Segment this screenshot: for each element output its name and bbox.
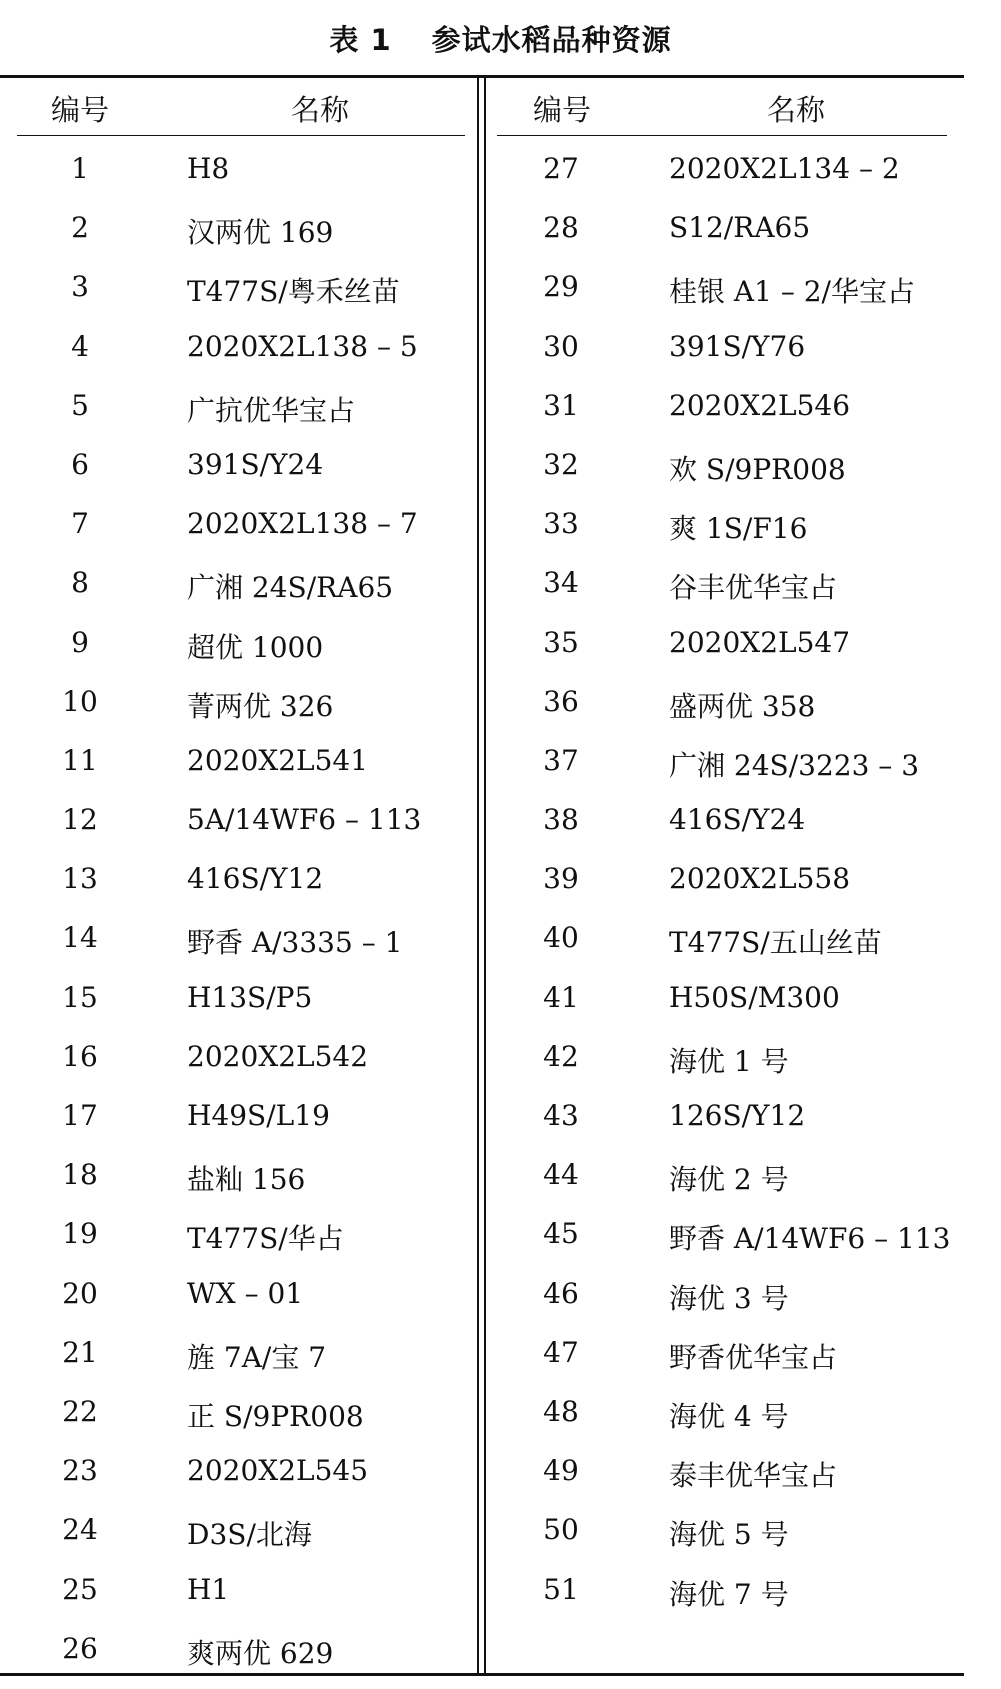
table-title: 参试水稻品种资源 <box>431 23 672 57</box>
row-number: 25 <box>62 1572 98 1606</box>
row-name: H50S/M300 <box>669 980 840 1014</box>
table-row <box>17 1087 465 1146</box>
row-number: 5 <box>71 388 89 422</box>
table-row <box>17 1205 465 1264</box>
row-number: 18 <box>62 1158 98 1192</box>
table-row <box>497 791 947 850</box>
table-row <box>17 673 465 732</box>
row-number: 41 <box>543 980 579 1014</box>
row-name: 2020X2L547 <box>669 625 851 659</box>
row-number: 19 <box>62 1217 98 1251</box>
table-row <box>17 1561 465 1620</box>
row-name: 海优 1 号 <box>669 1044 789 1078</box>
row-number: 3 <box>71 270 89 304</box>
row-number: 34 <box>543 566 579 600</box>
table-row <box>497 1501 947 1560</box>
row-number: 16 <box>62 1039 98 1073</box>
table-row <box>17 614 465 673</box>
row-name: 爽 1S/F16 <box>669 512 808 546</box>
header-name: 名称 <box>291 93 350 127</box>
table-row <box>497 377 947 436</box>
row-name: 2020X2L138 – 5 <box>187 329 418 363</box>
row-number: 45 <box>543 1217 579 1251</box>
row-number: 31 <box>543 388 579 422</box>
row-number: 49 <box>543 1454 579 1488</box>
table-row <box>17 495 465 554</box>
table-row <box>497 1087 947 1146</box>
row-number: 8 <box>71 566 89 600</box>
row-name: 欢 S/9PR008 <box>669 452 846 486</box>
table-row <box>17 199 465 258</box>
row-name: 2020X2L134 – 2 <box>669 152 900 185</box>
row-number: 35 <box>543 625 579 659</box>
table-row <box>497 909 947 968</box>
row-number: 13 <box>62 862 98 896</box>
table-row <box>497 1442 947 1501</box>
header-number: 编号 <box>533 93 592 127</box>
table-row <box>497 732 947 791</box>
header-row-right <box>497 78 947 136</box>
row-name: 广抗优华宝占 <box>187 393 356 427</box>
row-name: 菁两优 326 <box>187 689 334 723</box>
row-name: 汉两优 169 <box>187 216 334 250</box>
row-name: 海优 2 号 <box>669 1163 789 1197</box>
table-row <box>17 732 465 791</box>
row-number: 42 <box>543 1039 579 1073</box>
row-number: 38 <box>543 803 579 837</box>
table-row <box>17 1620 465 1679</box>
table-row <box>17 1028 465 1087</box>
header-row-left <box>17 78 465 136</box>
row-name: 超优 1000 <box>187 630 324 664</box>
row-number: 17 <box>62 1099 98 1132</box>
row-name: S12/RA65 <box>669 211 811 245</box>
row-number: 44 <box>543 1158 579 1192</box>
table-row <box>497 318 947 377</box>
table-row <box>17 909 465 968</box>
row-number: 14 <box>62 921 98 955</box>
row-number: 28 <box>543 211 579 245</box>
row-name: 126S/Y12 <box>669 1099 806 1132</box>
row-name: T477S/华占 <box>187 1222 344 1256</box>
row-name: D3S/北海 <box>187 1518 312 1552</box>
row-number: 9 <box>71 625 89 659</box>
row-name: 2020X2L138 – 7 <box>187 507 418 541</box>
row-name: 海优 4 号 <box>669 1399 789 1433</box>
table-row <box>17 1383 465 1442</box>
table-row <box>497 258 947 317</box>
row-name: 旌 7A/宝 7 <box>187 1340 327 1374</box>
row-name: 盐籼 156 <box>187 1163 306 1197</box>
row-number: 1 <box>71 152 89 185</box>
row-name: WX – 01 <box>187 1276 304 1310</box>
row-number: 15 <box>62 980 98 1014</box>
row-number: 37 <box>543 743 579 777</box>
table-row <box>17 377 465 436</box>
table-row <box>497 673 947 732</box>
row-number: 22 <box>62 1394 98 1428</box>
row-name: 海优 5 号 <box>669 1518 789 1552</box>
row-number: 47 <box>543 1335 579 1369</box>
row-name: 2020X2L541 <box>187 743 369 777</box>
table-row <box>497 969 947 1028</box>
table-row <box>497 1265 947 1324</box>
row-number: 11 <box>62 743 98 777</box>
row-number: 20 <box>62 1276 98 1310</box>
row-number: 27 <box>543 152 579 185</box>
table-row <box>17 1501 465 1560</box>
row-name: 5A/14WF6 – 113 <box>187 803 422 837</box>
row-name: 野香 A/14WF6 – 113 <box>669 1222 951 1256</box>
row-number: 39 <box>543 862 579 896</box>
row-name: 2020X2L545 <box>187 1454 369 1488</box>
header-name: 名称 <box>767 93 826 127</box>
table-row <box>17 969 465 1028</box>
row-number: 6 <box>71 447 89 481</box>
row-name: 海优 3 号 <box>669 1281 789 1315</box>
row-name: 野香 A/3335 – 1 <box>187 926 403 960</box>
bottom-rule <box>0 1673 964 1676</box>
row-name: 广湘 24S/3223 – 3 <box>669 748 920 782</box>
row-name: 泰丰优华宝占 <box>669 1459 838 1493</box>
row-name: 2020X2L558 <box>669 862 851 896</box>
row-name: H8 <box>187 152 230 185</box>
table-row <box>17 850 465 909</box>
table-row <box>497 436 947 495</box>
row-name: H13S/P5 <box>187 980 313 1014</box>
table-row <box>17 436 465 495</box>
table-row <box>497 614 947 673</box>
row-number: 4 <box>71 329 89 363</box>
row-name: 正 S/9PR008 <box>187 1399 364 1433</box>
table-row <box>17 140 465 199</box>
row-number: 36 <box>543 684 579 718</box>
rows-right <box>497 136 951 1620</box>
table-right-half <box>497 78 951 1620</box>
row-name: 391S/Y24 <box>187 447 324 481</box>
table-row <box>17 1442 465 1501</box>
row-number: 32 <box>543 447 579 481</box>
table-row <box>497 1146 947 1205</box>
row-name: T477S/粤禾丝苗 <box>187 275 400 309</box>
row-number: 33 <box>543 507 579 541</box>
row-number: 2 <box>71 211 89 245</box>
row-name: H49S/L19 <box>187 1099 330 1132</box>
table-row <box>497 495 947 554</box>
table-row <box>497 1028 947 1087</box>
row-name: H1 <box>187 1572 230 1606</box>
row-number: 40 <box>543 921 579 955</box>
table-row <box>497 199 947 258</box>
table-caption <box>0 18 1001 59</box>
row-name: 2020X2L542 <box>187 1039 369 1073</box>
row-name: 爽两优 629 <box>187 1636 334 1670</box>
row-name: T477S/五山丝苗 <box>669 926 882 960</box>
row-number: 26 <box>62 1631 98 1665</box>
table-row <box>17 791 465 850</box>
row-name: 416S/Y24 <box>669 803 806 837</box>
table-left-half <box>17 78 465 1679</box>
row-number: 29 <box>543 270 579 304</box>
table-row <box>497 554 947 613</box>
row-number: 43 <box>543 1099 579 1132</box>
table-row <box>497 1383 947 1442</box>
row-name: 野香优华宝占 <box>669 1340 838 1374</box>
row-number: 30 <box>543 329 579 363</box>
table-label: 表 1 <box>329 23 392 57</box>
column-divider-left-line <box>477 78 479 1673</box>
row-name: 海优 7 号 <box>669 1577 789 1611</box>
table-row <box>17 1146 465 1205</box>
column-divider-right-line <box>484 78 486 1673</box>
table-row <box>497 850 947 909</box>
row-name: 广湘 24S/RA65 <box>187 571 394 605</box>
row-number: 24 <box>62 1513 98 1547</box>
row-number: 23 <box>62 1454 98 1488</box>
table-row <box>17 1265 465 1324</box>
row-number: 46 <box>543 1276 579 1310</box>
row-number: 10 <box>62 684 98 718</box>
table-row <box>497 1205 951 1264</box>
row-number: 51 <box>543 1572 579 1606</box>
row-name: 2020X2L546 <box>669 388 851 422</box>
table-row <box>17 554 465 613</box>
table-row <box>17 318 465 377</box>
row-number: 50 <box>543 1513 579 1547</box>
table-row <box>17 258 465 317</box>
table-row <box>497 140 947 199</box>
row-name: 谷丰优华宝占 <box>669 571 838 605</box>
rows-left <box>17 136 465 1679</box>
row-number: 7 <box>71 507 89 541</box>
row-number: 48 <box>543 1394 579 1428</box>
row-number: 21 <box>62 1335 98 1369</box>
row-number: 12 <box>62 803 98 837</box>
row-name: 盛两优 358 <box>669 689 816 723</box>
row-name: 416S/Y12 <box>187 862 324 896</box>
row-name: 桂银 A1 – 2/华宝占 <box>669 275 915 309</box>
table-row <box>17 1324 465 1383</box>
row-name: 391S/Y76 <box>669 329 806 363</box>
table-row <box>497 1324 947 1383</box>
table-row <box>497 1561 947 1620</box>
header-number: 编号 <box>51 93 110 127</box>
